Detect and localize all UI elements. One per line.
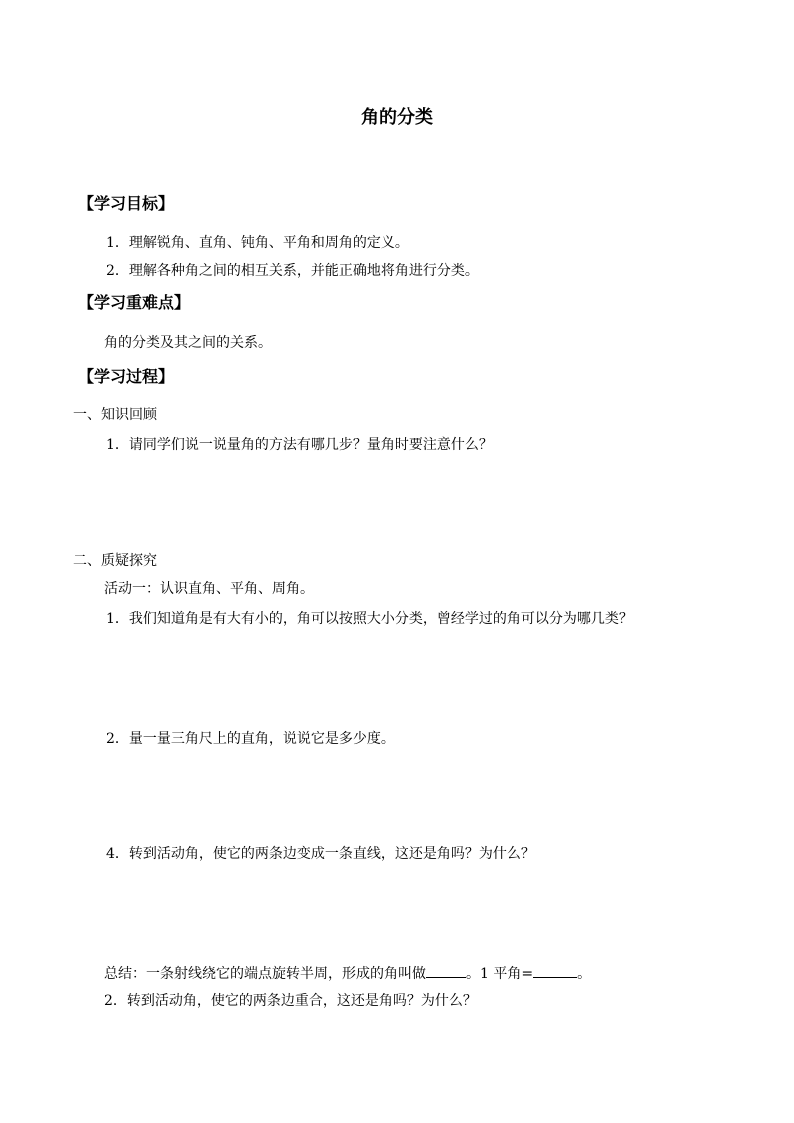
question-inquiry-2: 2．量一量三角尺上的直角，说说它是多少度。: [106, 731, 395, 747]
question-inquiry-4: 4．转到活动角，使它的两条边变成一条直线，这还是角吗？为什么？: [106, 846, 535, 862]
summary-text-c: 。: [577, 966, 592, 982]
page-title: 角的分类: [361, 107, 433, 128]
question-inquiry-2b: 2．转到活动角，使它的两条边重合，这还是角吗？为什么？: [104, 993, 477, 1009]
question-inquiry-1: 1．我们知道角是有大有小的，角可以按照大小分类，曾经学过的角可以分为哪几类？: [106, 611, 633, 627]
answer-blank-degrees[interactable]: [533, 963, 577, 978]
part-label-review: 一、知识回顾: [73, 407, 157, 423]
activity-one-label: 活动一：认识直角、平角、周角。: [104, 581, 314, 597]
objective-item-2: 2．理解各种角之间的相互关系，并能正确地将角进行分类。: [106, 263, 479, 279]
summary-line: [104, 963, 591, 983]
summary-text-a: 总结：一条射线绕它的端点旋转半周，形成的角叫做: [104, 966, 426, 982]
summary-text-b: 。1 平角=: [466, 966, 534, 982]
section-heading-process: 【学习过程】: [78, 367, 175, 386]
key-points-text: 角的分类及其之间的关系。: [104, 335, 272, 351]
section-heading-objectives: 【学习目标】: [78, 194, 175, 213]
section-heading-key-points: 【学习重难点】: [78, 293, 191, 312]
objective-item-1: 1．理解锐角、直角、钝角、平角和周角的定义。: [106, 235, 409, 251]
answer-blank-angle-name[interactable]: [426, 963, 466, 978]
question-review-1: 1．请同学们说一说量角的方法有哪几步？量角时要注意什么？: [106, 437, 493, 453]
part-label-inquiry: 二、质疑探究: [73, 553, 157, 569]
